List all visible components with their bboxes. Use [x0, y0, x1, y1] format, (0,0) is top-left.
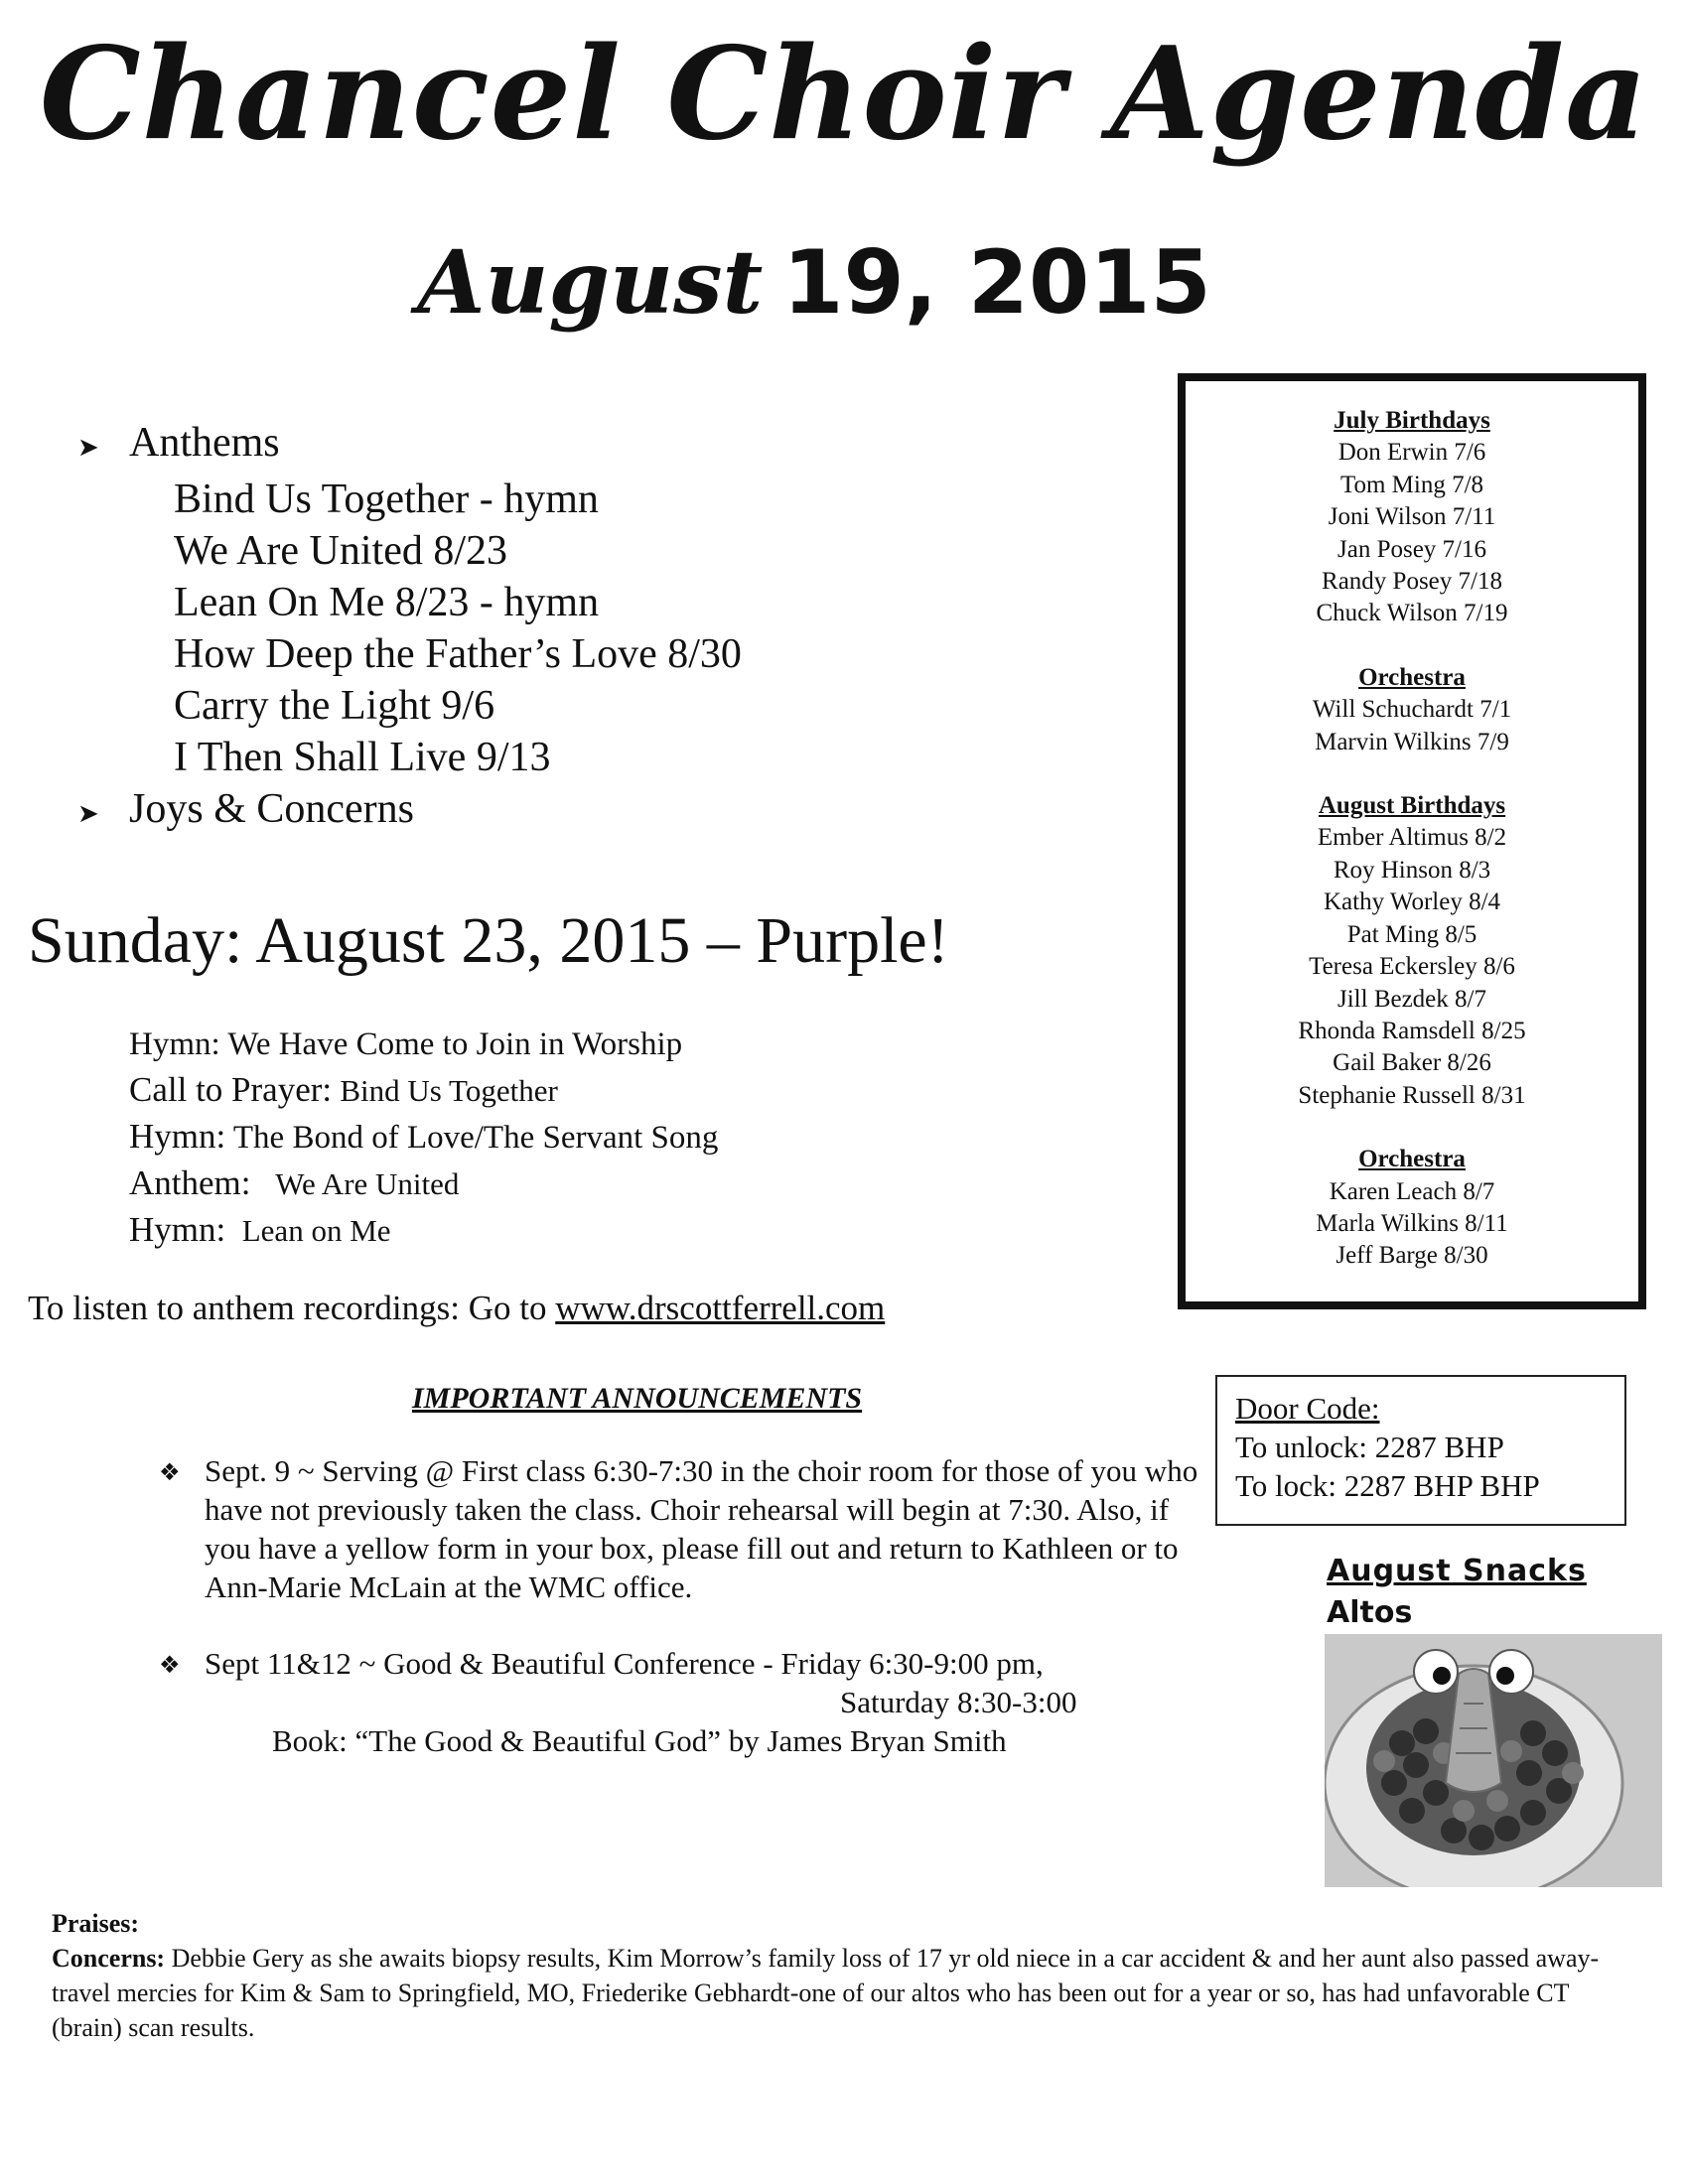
agenda-item-joys — [77, 783, 742, 840]
announcement-text: Sept 11&12 ~ Good & Beautiful Conference - Friday 6:30-9:00 pm, — [205, 1646, 1044, 1681]
date-day-year: 19, 2015 — [782, 231, 1211, 334]
door-code-box — [1215, 1375, 1626, 1526]
orchestra-heading: Orchestra — [1358, 1146, 1466, 1173]
agenda-date — [0, 230, 1628, 335]
announcement-item — [159, 1644, 1211, 1760]
anthem-item: Carry the Light 9/6 — [174, 683, 495, 729]
service-order — [129, 1023, 718, 1254]
praises-label: Praises: — [52, 1909, 140, 1938]
birthday-entry: Jeff Barge 8/30 — [1336, 1242, 1488, 1270]
service-label: Hymn: — [129, 1026, 220, 1062]
service-row — [129, 1067, 718, 1114]
joys-label: Joys & Concerns — [129, 786, 414, 832]
birthday-entry: Joni Wilson 7/11 — [1328, 503, 1496, 531]
service-value: We Have Come to Join in Worship — [227, 1026, 683, 1062]
birthday-entry: Teresa Eckersley 8/6 — [1309, 953, 1515, 981]
birthday-entry: Jill Bezdek 8/7 — [1337, 985, 1486, 1013]
birthday-entry: Karen Leach 8/7 — [1329, 1177, 1495, 1205]
anthem-item: We Are United 8/23 — [174, 528, 508, 574]
birthday-entry: Chuck Wilson 7/19 — [1316, 600, 1508, 627]
service-row — [129, 1114, 718, 1160]
service-label: Call to Prayer: — [129, 1070, 333, 1109]
date-month: August — [417, 230, 764, 334]
anthem-item: Lean On Me 8/23 - hymn — [174, 580, 600, 625]
snacks-heading: August Snacks — [1327, 1554, 1587, 1588]
announcement-item — [159, 1451, 1211, 1606]
service-row — [129, 1160, 718, 1207]
agenda-list — [77, 417, 742, 840]
door-unlock-code: To unlock: 2287 BHP — [1235, 1430, 1504, 1464]
sunday-heading: Sunday: August 23, 2015 – Purple! — [28, 904, 949, 977]
snacks-group: Altos — [1327, 1595, 1413, 1630]
service-row — [129, 1207, 718, 1254]
birthday-entry: Tom Ming 7/8 — [1339, 471, 1484, 498]
anthem-item: Bind Us Together - hymn — [174, 477, 599, 522]
listen-text: To listen to anthem recordings: Go to — [28, 1289, 547, 1327]
birthday-entry: Will Schuchardt 7/1 — [1312, 696, 1512, 724]
praises-concerns — [52, 1906, 1640, 2045]
snack-platter-photo — [1325, 1634, 1662, 1887]
announcement-text: Sept. 9 ~ Serving @ First class 6:30-7:30 in the choir room for those of you who have not previously taken the class. Choir rehearsal will begin at 7:30. Also, if you have a yellow form in your box, please fill out and return to Kathleen or to Ann-Marie McLain at the WMC office. — [205, 1453, 1198, 1604]
birthday-entry: Pat Ming 8/5 — [1346, 920, 1477, 948]
birthday-entry: Rhonda Ramsdell 8/25 — [1298, 1017, 1526, 1044]
birthday-entry: Marla Wilkins 8/11 — [1316, 1209, 1508, 1237]
arrow-bullet-icon: ➤ — [77, 433, 99, 463]
service-value: Lean on Me — [241, 1213, 391, 1248]
snacks-block — [1327, 1551, 1587, 1634]
concerns-label: Concerns: — [52, 1944, 166, 1973]
arrow-bullet-icon: ➤ — [77, 799, 99, 829]
anthems-label: Anthems — [129, 420, 280, 466]
birthday-entry: Stephanie Russell 8/31 — [1298, 1081, 1526, 1109]
birthday-entry: Ember Altimus 8/2 — [1317, 824, 1507, 852]
orchestra-heading: Orchestra — [1358, 663, 1466, 691]
birthday-entry: Randy Posey 7/18 — [1322, 568, 1502, 596]
announcements-heading: IMPORTANT ANNOUNCEMENTS — [412, 1382, 863, 1415]
service-label: Anthem: — [129, 1163, 251, 1202]
service-value: Bind Us Together — [340, 1073, 558, 1108]
anthem-item: How Deep the Father’s Love 8/30 — [174, 631, 742, 677]
listen-line — [28, 1289, 885, 1328]
birthday-entry: Jan Posey 7/16 — [1337, 535, 1486, 563]
july-birthdays-heading: July Birthdays — [1334, 407, 1490, 434]
recordings-link[interactable]: www.drscottferrell.com — [555, 1289, 886, 1327]
august-birthdays-heading: August Birthdays — [1318, 792, 1506, 820]
agenda-item-anthems — [77, 417, 742, 474]
birthday-entry: Don Erwin 7/6 — [1337, 439, 1486, 467]
concerns-text: Debbie Gery as she awaits biopsy results, Kim Morrow’s family loss of 17 yr old niece in a car accident & and her aunt also passed away- travel mercies for Kim & Sam to Springfield, MO, Friederike Gebhardt-one of our altos who has been out for a year or so, has had unfavorable CT (brain) scan results. — [52, 1944, 1600, 2042]
birthday-box — [1178, 373, 1646, 1309]
birthday-entry: Kathy Worley 8/4 — [1323, 888, 1501, 916]
announcement-text-cont: Saturday 8:30-3:00 — [840, 1685, 1077, 1719]
service-value: The Bond of Love/The Servant Song — [232, 1120, 719, 1156]
birthday-entry: Gail Baker 8/26 — [1333, 1049, 1491, 1077]
door-code-heading: Door Code: — [1235, 1391, 1380, 1426]
service-label: Hymn: — [129, 1117, 226, 1156]
announcement-book: Book: “The Good & Beautiful God” by James Bryan Smith — [272, 1723, 1007, 1758]
page-title: Chancel Choir Agenda — [39, 20, 1649, 169]
service-row — [129, 1023, 718, 1067]
birthday-entry: Roy Hinson 8/3 — [1333, 856, 1491, 884]
service-label: Hymn: — [129, 1210, 226, 1249]
door-lock-code: To lock: 2287 BHP BHP — [1235, 1468, 1540, 1503]
anthem-item: I Then Shall Live 9/13 — [174, 735, 551, 780]
diamond-bullet-icon: ❖ — [159, 1651, 181, 1679]
diamond-bullet-icon: ❖ — [159, 1458, 181, 1486]
birthday-entry: Marvin Wilkins 7/9 — [1315, 728, 1509, 755]
service-value: We Are United — [275, 1166, 460, 1201]
